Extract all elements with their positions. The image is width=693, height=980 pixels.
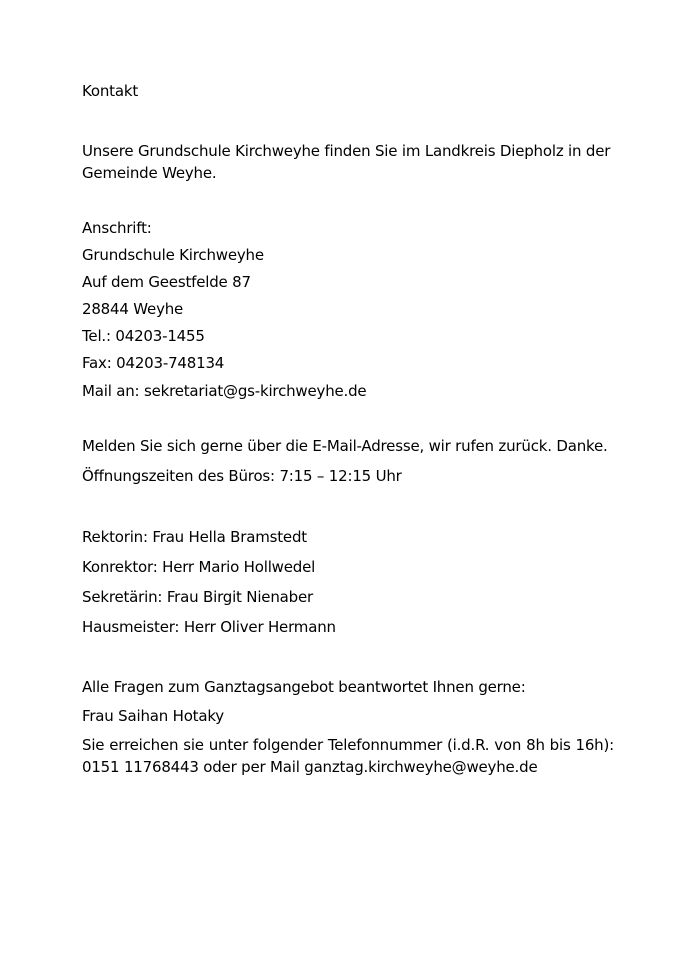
fax-number: Fax: 04203-748134 bbox=[82, 354, 225, 372]
address-label: Anschrift: bbox=[82, 219, 152, 237]
staff-principal: Rektorin: Frau Hella Bramstedt bbox=[82, 528, 307, 546]
page-title: Kontakt bbox=[82, 82, 139, 100]
office-hours: Öffnungszeiten des Büros: 7:15 – 12:15 Uhr bbox=[82, 467, 402, 485]
staff-secretary: Sekretärin: Frau Birgit Nienaber bbox=[82, 588, 313, 606]
phone-number: Tel.: 04203-1455 bbox=[82, 327, 205, 345]
staff-vice-principal: Konrektor: Herr Mario Hollwedel bbox=[82, 558, 316, 576]
ganztag-details: Sie erreichen sie unter folgender Telefonnummer (i.d.R. von 8h bis 16h): 0151 11768443 oder per Mail ganztag.kirchweyhe@weyhe.de bbox=[82, 736, 614, 776]
document-body bbox=[82, 0, 614, 980]
contact-note: Melden Sie sich gerne über die E-Mail-Adresse, wir rufen zurück. Danke. bbox=[82, 437, 608, 455]
address-school: Grundschule Kirchweyhe bbox=[82, 246, 264, 264]
ganztag-person: Frau Saihan Hotaky bbox=[82, 707, 224, 725]
address-street: Auf dem Geestfelde 87 bbox=[82, 273, 251, 291]
email-address[interactable]: Mail an: sekretariat@gs-kirchweyhe.de bbox=[82, 382, 367, 400]
staff-caretaker: Hausmeister: Herr Oliver Hermann bbox=[82, 618, 336, 636]
intro-paragraph: Unsere Grundschule Kirchweyhe finden Sie im Landkreis Diepholz in der Gemeinde Weyhe. bbox=[82, 142, 611, 182]
address-city: 28844 Weyhe bbox=[82, 300, 184, 318]
ganztag-question: Alle Fragen zum Ganztagsangebot beantwortet Ihnen gerne: bbox=[82, 678, 526, 696]
